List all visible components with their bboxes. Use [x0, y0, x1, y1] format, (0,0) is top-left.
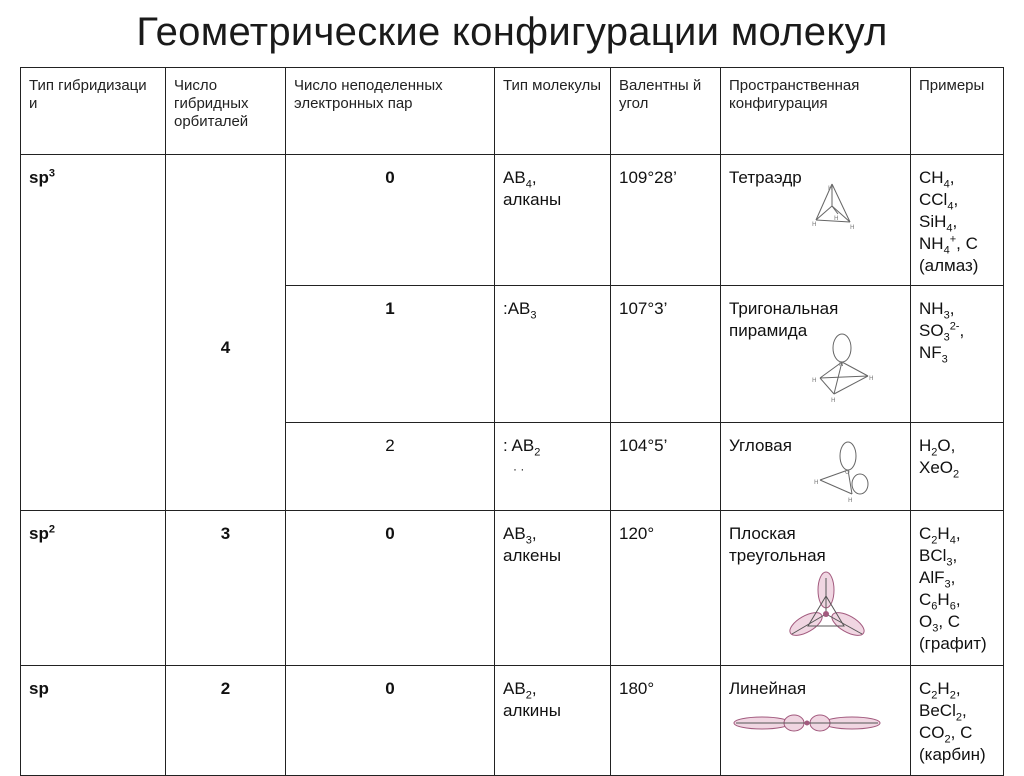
configuration-cell: Угловая: [721, 423, 911, 511]
bond-angle-cell: 104°5’: [611, 423, 721, 511]
orbital-count-cell: 2: [166, 666, 286, 776]
lone-pairs-cell: 2: [286, 423, 495, 511]
hybrid-cell: [21, 155, 166, 511]
svg-text:H: H: [834, 215, 839, 222]
svg-text:H: H: [850, 224, 855, 231]
header-bond-angle: Валентны й угол: [611, 68, 721, 155]
header-lone-pairs: Число неподеленных электронных пар: [286, 68, 495, 155]
lone-pairs-cell: 1: [286, 286, 495, 423]
hybrid-label: sp: [29, 679, 49, 698]
header-examples: Примеры: [911, 68, 1004, 155]
bond-angle-cell: 109°28’: [611, 155, 721, 286]
svg-text:N: N: [839, 361, 844, 368]
hybridization-table: [20, 67, 1004, 776]
configuration-cell: Тригональная пирамида: [721, 286, 911, 423]
svg-text:H: H: [869, 375, 874, 382]
molecule-type-cell: : $AB_2$ · ·: [495, 423, 611, 511]
svg-text:H: H: [828, 185, 833, 192]
examples-cell: $H_2O$, XeO$_2$: [911, 423, 1004, 511]
header-molecule-type: Тип молекулы: [495, 68, 611, 155]
svg-text:H: H: [814, 479, 819, 486]
orbital-count-cell: 3: [166, 511, 286, 666]
page-title: Геометрические конфигурации молекул: [136, 10, 888, 54]
molecule-type-cell: $AB_2$, алкины: [495, 666, 611, 776]
bond-angle-cell: 180°: [611, 666, 721, 776]
molecule-type-cell: $:AB_3$: [495, 286, 611, 423]
svg-text:H: H: [812, 377, 817, 384]
examples-cell: $C_2H_2$, BeCl$_2$, $CO_2$, C (карбин): [911, 666, 1004, 776]
linear-molecule-image: [732, 706, 882, 740]
configuration-cell: Тетраэдр: [721, 155, 911, 286]
header-configuration: Пространственная конфигурация: [721, 68, 911, 155]
hybrid-cell: [21, 511, 166, 666]
header-hybrid-type: Тип гибридизаци и: [21, 68, 166, 155]
hybrid-label: $sp^2$: [29, 523, 55, 543]
trigonal-planar-image: [782, 568, 874, 644]
molecule-type-cell: $AB_3$, алкены: [495, 511, 611, 666]
svg-text:H: H: [812, 221, 817, 228]
molecule-type-cell: $AB_4$, алканы: [495, 155, 611, 286]
lone-pairs-cell: 0: [286, 511, 495, 666]
examples-cell: $NH_3$, $SO_3^{2-}$, $NF_3$: [911, 286, 1004, 423]
bond-angle-cell: 107°3’: [611, 286, 721, 423]
svg-text:H: H: [831, 397, 836, 404]
configuration-cell: Плоская треугольная: [721, 511, 911, 666]
configuration-cell: Линейная: [721, 666, 911, 776]
examples-cell: $C_2H_4$, BCl$_3$, AlF$_3$, $C_6H_6$, $O_3$, C (графит): [911, 511, 1004, 666]
lone-pairs-cell: 0: [286, 666, 495, 776]
lone-pairs-cell: 0: [286, 155, 495, 286]
tetrahedron-image: [806, 180, 860, 232]
angular-molecule-image: [812, 438, 880, 504]
hybrid-label: $sp^3$: [29, 167, 55, 187]
examples-cell: $CH_4$, CCl$_4$, SiH$_4$, $NH_4^+$, C (алмаз): [911, 155, 1004, 286]
trigonal-pyramid-image: [806, 330, 882, 406]
bond-angle-cell: 120°: [611, 511, 721, 666]
header-row: [21, 68, 1004, 155]
orbital-count-cell: 4: [166, 155, 286, 511]
svg-text:O: O: [845, 469, 850, 476]
header-orbital-count: Число гибридных орбиталей: [166, 68, 286, 155]
hybrid-cell: [21, 666, 166, 776]
svg-text:H: H: [848, 497, 853, 504]
